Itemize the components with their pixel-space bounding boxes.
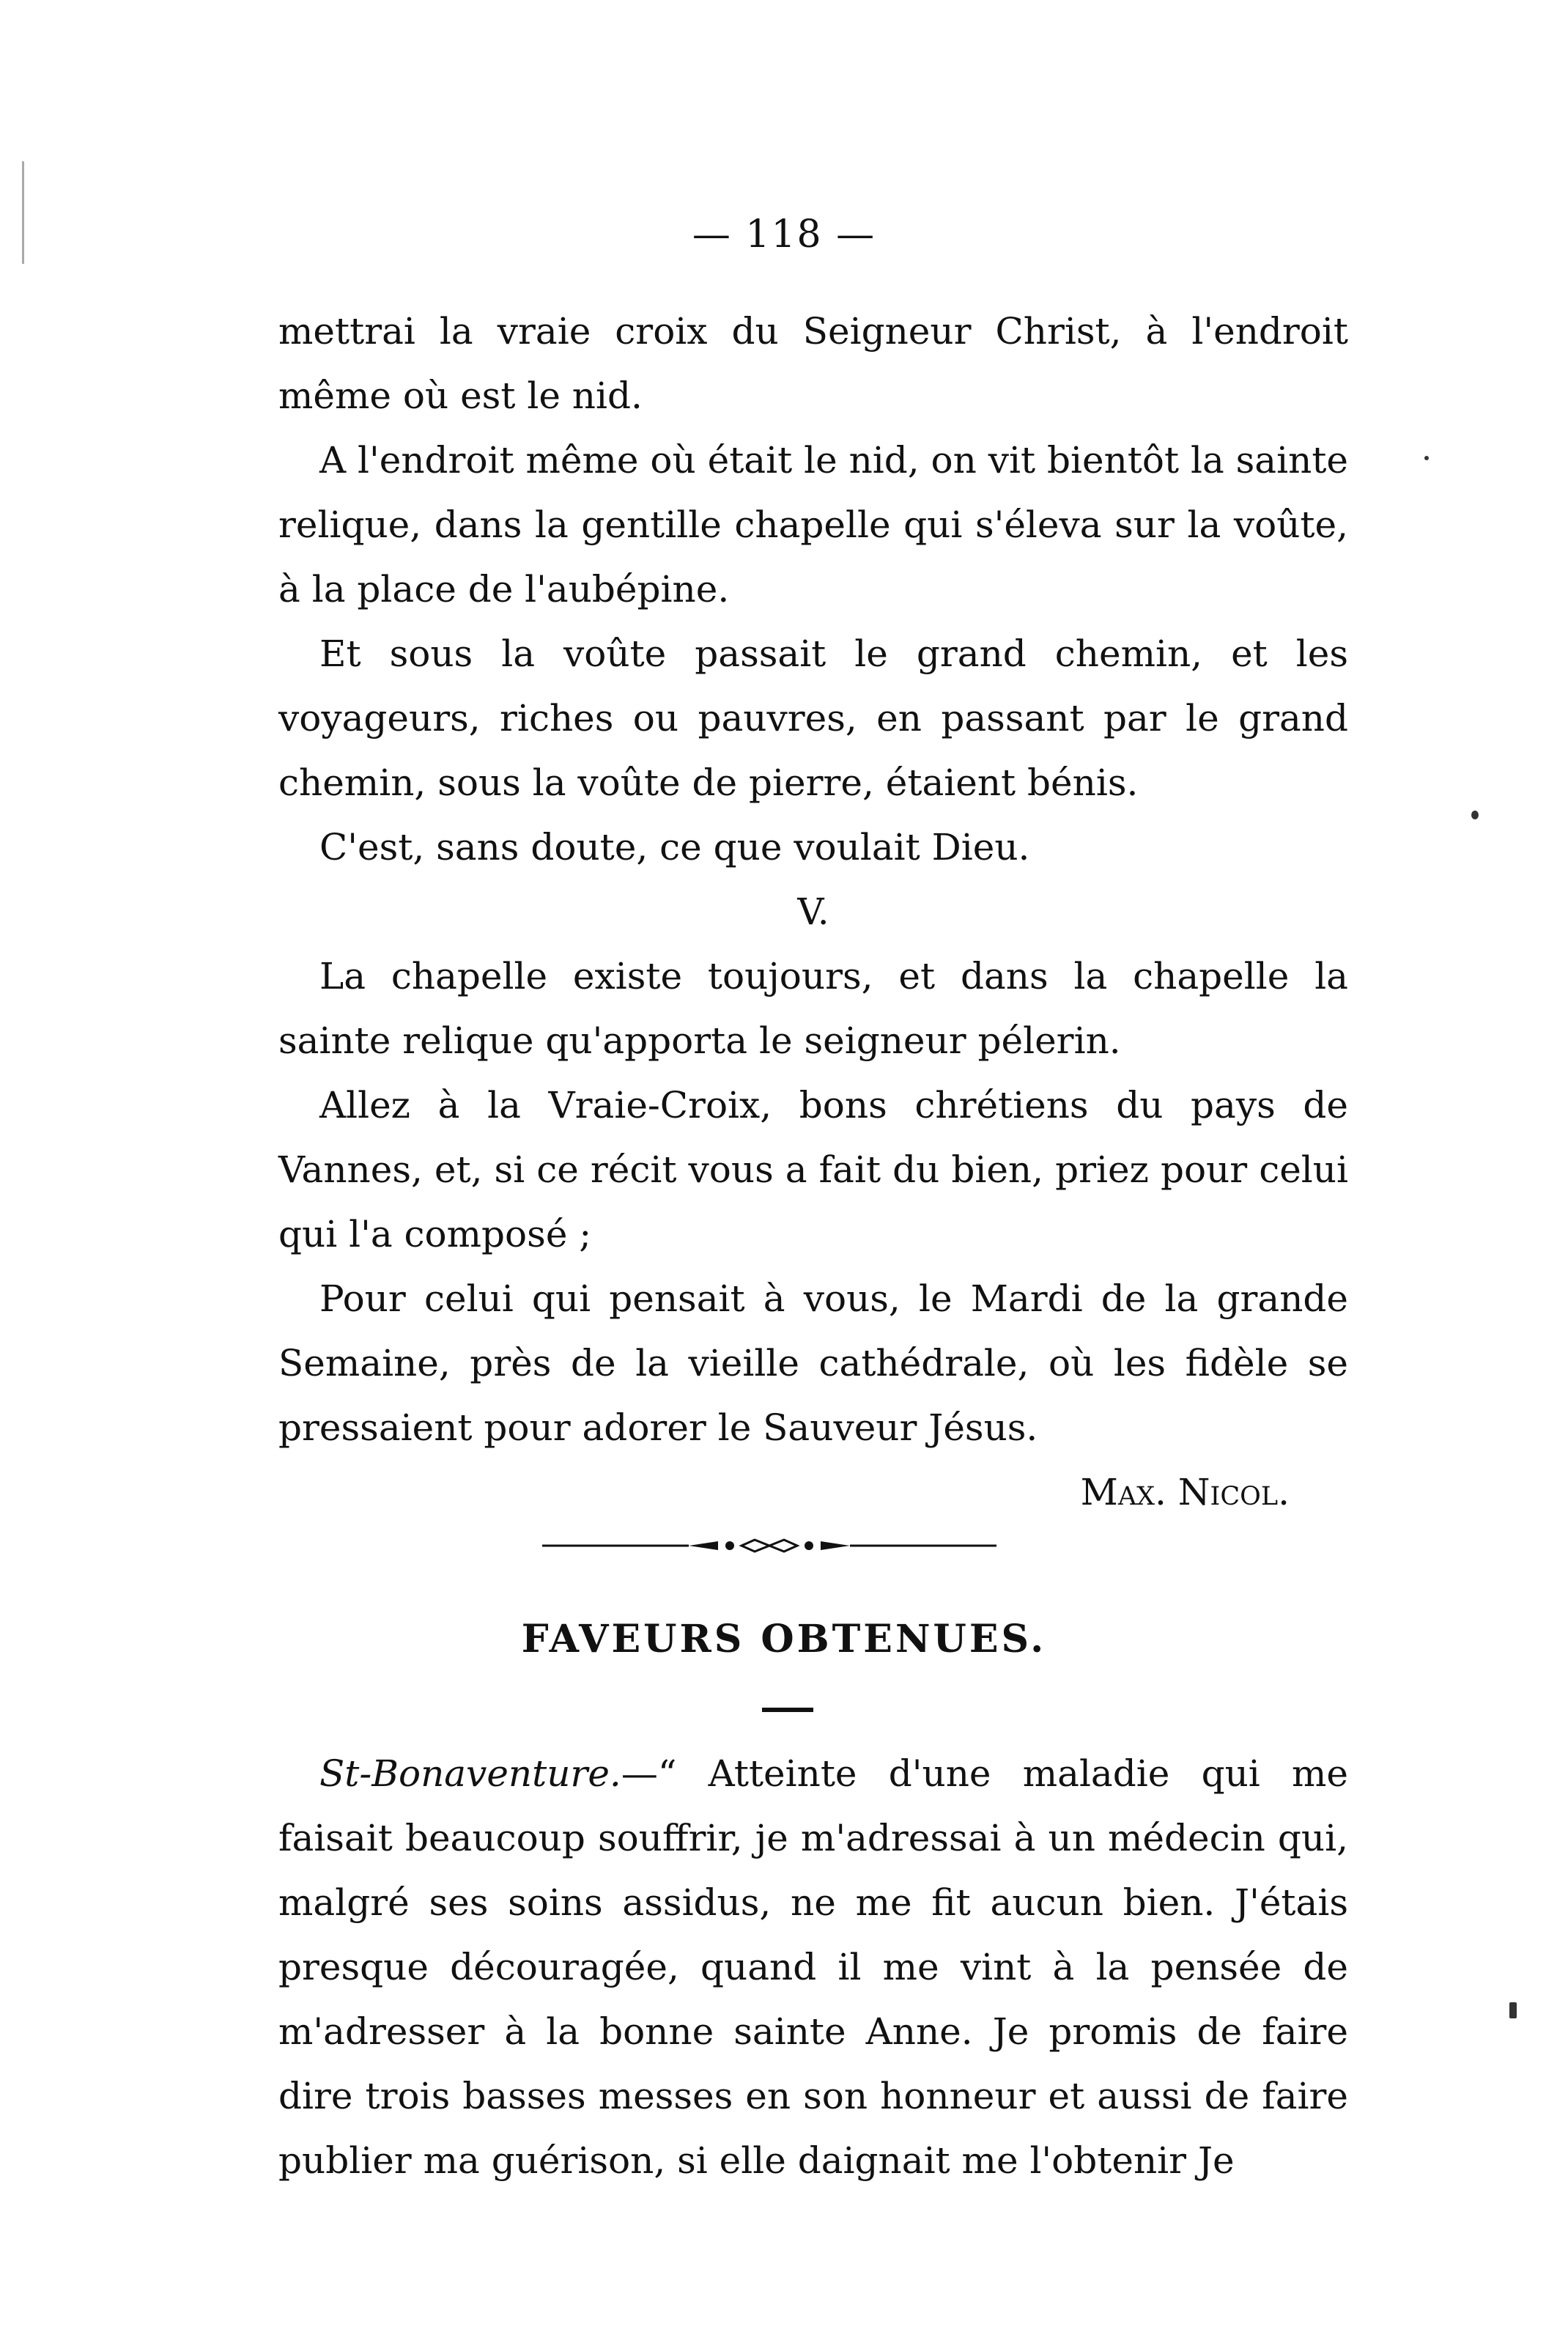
ornamental-divider [542, 1535, 996, 1557]
paragraph: C'est, sans doute, ce que voulait Dieu. [319, 826, 1030, 868]
section-title: FAVEURS OBTENUES. [521, 1617, 1047, 1661]
section-heading: V. [797, 890, 829, 933]
place-name: St-Bonaventure. [319, 1752, 621, 1795]
paragraph: Allez à la Vraie-Croix, bons chrétiens du pays de Vannes, et, si ce récit vous a fait du bien, priez pour celui qui l'a composé ; [278, 1084, 1348, 1255]
ink-speck [1424, 456, 1429, 460]
author-signature: Max. Nicol. [1080, 1471, 1290, 1513]
faveurs-body [278, 1741, 1348, 2193]
paragraph: A l'endroit même où était le nid, on vit bientôt la sainte relique, dans la gentille chapelle qui s'éleva sur la voûte, à la place de l'aubépine. [278, 439, 1348, 611]
title-underline [762, 1708, 813, 1712]
paragraph: Et sous la voûte passait le grand chemin, et les voyageurs, riches ou pauvres, en passant par le grand chemin, sous la voûte de pierre, étaient bénis. [278, 632, 1348, 804]
story-body [278, 299, 1348, 1524]
paragraph-continuation: mettrai la vraie croix du Seigneur Christ, à l'endroit même où est le nid. [278, 310, 1348, 417]
testimony-paragraph [278, 1741, 1348, 2193]
page-number: — 118 — [692, 213, 876, 257]
ink-speck [1509, 2002, 1517, 2018]
paragraph: La chapelle existe toujours, et dans la chapelle la sainte relique qu'apporta le seigneur pélerin. [278, 955, 1348, 1062]
paragraph: Pour celui qui pensait à vous, le Mardi de la grande Semaine, près de la vieille cathédrale, où les fidèle se pressaient pour adorer le Sauveur Jésus. [278, 1277, 1348, 1449]
ink-speck [1471, 811, 1479, 819]
testimony-text: —“ Atteinte d'une maladie qui me faisait beaucoup souffrir, je m'adressai à un médecin qui, malgré ses soins assidus, ne me fit aucun bien. J'étais presque découragée, quand il me vint à la pensée de m'adresser à la bonne sainte Anne. Je promis de faire dire trois basses messes en son honneur et aussi de faire publier ma guérison, si elle daignait me l'obtenir Je [278, 1752, 1348, 2182]
margin-mark [22, 161, 24, 264]
